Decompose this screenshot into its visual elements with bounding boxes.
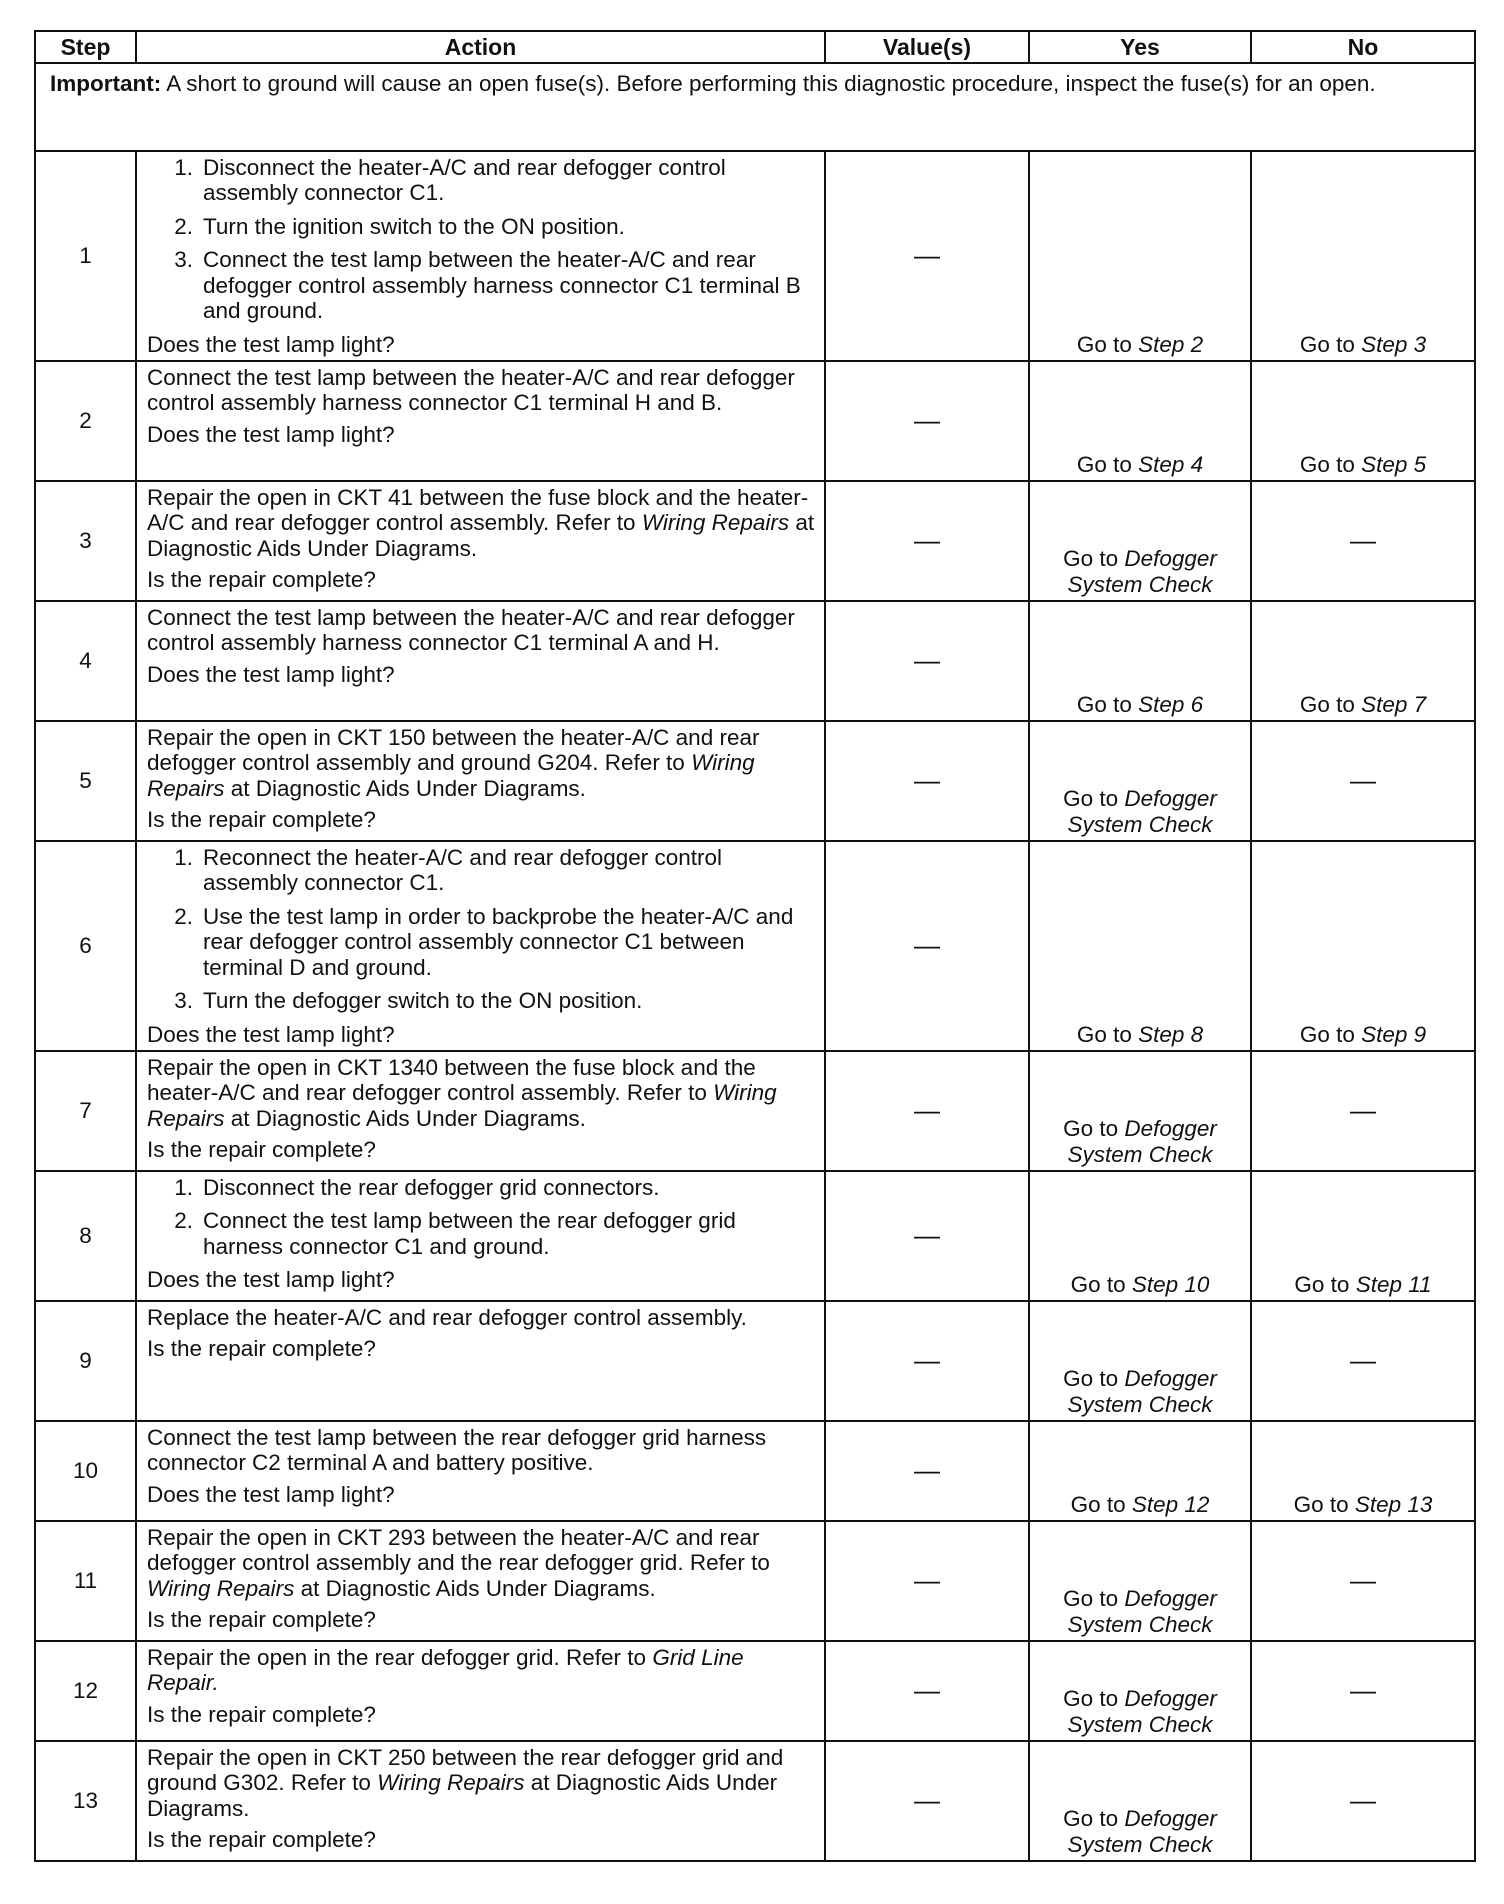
yes-cell: [1029, 481, 1251, 601]
goto-target: Defogger: [1124, 1806, 1217, 1832]
goto-target: Step 12: [1131, 1491, 1210, 1517]
action-question: Is the repair complete?: [147, 1701, 376, 1727]
goto-target: Step 13: [1354, 1491, 1433, 1517]
goto-target-line2: System Check: [1067, 1391, 1213, 1417]
no-goto-link[interactable]: [1294, 1272, 1431, 1297]
step-row: [35, 1171, 1475, 1301]
substep-number: 3.: [174, 988, 193, 1014]
action-cell: [136, 1301, 825, 1421]
step-row: [35, 841, 1475, 1051]
action-text-segment: at Diagnostic Aids Under Diagrams.: [224, 775, 586, 801]
important-text: A short to ground will cause an open fuse(s). Before performing this diagnostic procedure, inspect the fuse(s) for an open.: [161, 71, 1376, 96]
action-text: [147, 1305, 816, 1330]
no-cell: [1251, 1051, 1475, 1171]
goto-target: Step 8: [1138, 1021, 1204, 1047]
goto-prefix: Go to: [1063, 546, 1125, 572]
table-header: [35, 31, 1475, 63]
action-cell: [136, 1171, 825, 1301]
reference-title: Wiring Repairs: [641, 510, 790, 536]
value-cell: —: [825, 1421, 1029, 1521]
value-cell: —: [825, 1051, 1029, 1171]
substep-item: [147, 247, 816, 323]
substep-number: 1.: [174, 845, 193, 870]
goto-prefix: Go to: [1293, 1491, 1355, 1517]
yes-cell: [1029, 1641, 1251, 1741]
goto-prefix: Go to: [1063, 1806, 1125, 1832]
action-question: Does the test lamp light?: [147, 331, 395, 357]
yes-goto-link[interactable]: [1063, 546, 1217, 596]
no-cell: [1251, 841, 1475, 1051]
important-label: Important:: [50, 71, 162, 96]
step-row: [35, 361, 1475, 481]
value-cell: —: [825, 481, 1029, 601]
step-row: [35, 1521, 1475, 1641]
goto-target-line2: System Check: [1067, 1831, 1213, 1857]
header-action: Action: [136, 31, 825, 63]
step-number: 3: [35, 481, 136, 601]
header-values: Value(s): [825, 31, 1029, 63]
goto-target: Defogger: [1124, 1686, 1217, 1712]
action-cell: [136, 361, 825, 481]
value-cell: —: [825, 151, 1029, 361]
step-number: 9: [35, 1301, 136, 1421]
yes-goto-link[interactable]: [1071, 1272, 1210, 1297]
step-row: [35, 1641, 1475, 1741]
action-text: [147, 605, 816, 656]
no-none: —: [1350, 1345, 1376, 1376]
step-row: [35, 481, 1475, 601]
action-question: Is the repair complete?: [147, 1137, 376, 1163]
reference-title: Wiring Repairs: [147, 750, 755, 801]
action-cell: [136, 1521, 825, 1641]
goto-target-line2: System Check: [1067, 811, 1213, 837]
header-row: [35, 31, 1475, 63]
goto-prefix: Go to: [1299, 451, 1362, 477]
substep-list: [147, 1175, 816, 1259]
action-text: [147, 1055, 816, 1131]
reference-title: Wiring Repairs: [377, 1770, 525, 1796]
goto-prefix: Go to: [1076, 691, 1139, 717]
step-number: 8: [35, 1171, 136, 1301]
step-row: [35, 601, 1475, 721]
table-body: [35, 63, 1475, 1861]
action-question: Is the repair complete?: [147, 1827, 376, 1853]
substep-text: Turn the ignition switch to the ON position.: [203, 213, 625, 239]
yes-goto-link[interactable]: [1077, 1022, 1203, 1047]
substep-text: Disconnect the rear defogger grid connectors.: [203, 1175, 660, 1200]
substep-item: [147, 988, 816, 1013]
substep-number: 2.: [174, 1208, 193, 1234]
action-text-segment: Repair the open in CKT 250 between the rear defogger grid and ground G302. Refer to: [147, 1745, 784, 1796]
no-none: —: [1350, 1095, 1376, 1126]
no-cell: [1251, 1171, 1475, 1301]
step-number: 13: [35, 1741, 136, 1861]
value-cell: —: [825, 1741, 1029, 1861]
value-cell: —: [825, 1301, 1029, 1421]
action-text-segment: Replace the heater-A/C and rear defogger control assembly.: [147, 1305, 747, 1330]
goto-prefix: Go to: [1299, 1021, 1362, 1047]
yes-goto-link[interactable]: [1071, 1492, 1210, 1517]
yes-cell: [1029, 1421, 1251, 1521]
goto-prefix: Go to: [1063, 1366, 1125, 1392]
no-cell: [1251, 1641, 1475, 1741]
yes-goto-link[interactable]: [1063, 1116, 1217, 1166]
substep-text: Connect the test lamp between the rear defogger grid harness connector C1 and ground.: [203, 1208, 736, 1259]
goto-prefix: Go to: [1076, 451, 1139, 477]
step-number: 2: [35, 361, 136, 481]
goto-target: Step 9: [1361, 1021, 1427, 1047]
action-cell: [136, 1051, 825, 1171]
no-cell: [1251, 1301, 1475, 1421]
substep-number: 3.: [174, 247, 193, 273]
no-none: —: [1350, 1675, 1376, 1706]
goto-prefix: Go to: [1299, 331, 1362, 357]
action-text-segment: Repair the open in the rear defogger grid. Refer to: [147, 1645, 653, 1670]
step-row: [35, 1421, 1475, 1521]
yes-goto-link[interactable]: [1063, 1586, 1217, 1636]
action-text: [147, 1745, 816, 1821]
action-text-segment: at Diagnostic Aids Under Diagrams.: [147, 1770, 778, 1821]
yes-cell: [1029, 1171, 1251, 1301]
action-text-segment: Repair the open in CKT 1340 between the fuse block and the heater-A/C and rear defogger control assembly. Refer to: [147, 1055, 756, 1106]
value-cell: —: [825, 721, 1029, 841]
goto-prefix: Go to: [1076, 331, 1139, 357]
action-cell: [136, 1741, 825, 1861]
goto-target: Step 2: [1138, 331, 1204, 357]
action-cell: [136, 721, 825, 841]
goto-prefix: Go to: [1070, 1491, 1132, 1517]
goto-prefix: Go to: [1063, 786, 1125, 812]
no-cell: [1251, 1421, 1475, 1521]
no-goto-link[interactable]: [1294, 1492, 1433, 1517]
step-number: 11: [35, 1521, 136, 1641]
action-text-segment: Repair the open in CKT 150 between the heater-A/C and rear defogger control assembly and ground G204. Refer to: [147, 725, 760, 776]
no-none: —: [1350, 765, 1376, 796]
substep-number: 1.: [174, 155, 193, 180]
no-goto-link[interactable]: [1300, 332, 1426, 357]
yes-cell: [1029, 1741, 1251, 1861]
action-cell: [136, 151, 825, 361]
action-question: Is the repair complete?: [147, 567, 376, 593]
substep-text: Connect the test lamp between the heater-A/C and rear defogger control assembly harness connector C1 terminal B and ground.: [203, 247, 801, 324]
header-no: No: [1251, 31, 1475, 63]
goto-target: Defogger: [1124, 1366, 1217, 1392]
substep-text: Use the test lamp in order to backprobe the heater-A/C and rear defogger control assembly connector C1 between terminal D and ground.: [203, 903, 794, 980]
step-row: [35, 1301, 1475, 1421]
substep-number: 2.: [174, 903, 193, 929]
goto-prefix: Go to: [1063, 1586, 1125, 1612]
goto-target: Step 4: [1138, 451, 1204, 477]
step-number: 12: [35, 1641, 136, 1741]
action-text-segment: Repair the open in CKT 41 between the fuse block and the heater-A/C and rear defogger control assembly. Refer to: [147, 485, 809, 536]
yes-goto-link[interactable]: [1077, 692, 1203, 717]
action-text: [147, 1645, 816, 1696]
substep-item: [147, 1175, 816, 1200]
step-number: 5: [35, 721, 136, 841]
goto-target: Step 6: [1138, 691, 1204, 717]
substep-text: Disconnect the heater-A/C and rear defogger control assembly connector C1.: [203, 155, 726, 206]
substep-text: Reconnect the heater-A/C and rear defogger control assembly connector C1.: [203, 845, 723, 896]
step-row: [35, 721, 1475, 841]
action-cell: [136, 601, 825, 721]
no-goto-link[interactable]: [1300, 452, 1426, 477]
action-question: Does the test lamp light?: [147, 1267, 395, 1293]
no-cell: [1251, 1521, 1475, 1641]
value-cell: —: [825, 361, 1029, 481]
goto-target-line2: System Check: [1067, 1611, 1213, 1637]
step-row: [35, 1741, 1475, 1861]
substep-number: 1.: [174, 1175, 193, 1200]
goto-prefix: Go to: [1299, 691, 1362, 717]
no-cell: [1251, 481, 1475, 601]
action-text-segment: at Diagnostic Aids Under Diagrams.: [294, 1575, 656, 1601]
goto-prefix: Go to: [1063, 1116, 1125, 1142]
action-question: Is the repair complete?: [147, 807, 376, 833]
yes-goto-link[interactable]: [1063, 1806, 1217, 1856]
goto-prefix: Go to: [1063, 1686, 1125, 1712]
substep-list: [147, 845, 816, 1014]
yes-goto-link[interactable]: [1077, 452, 1203, 477]
yes-cell: [1029, 721, 1251, 841]
action-cell: [136, 481, 825, 601]
goto-target: Step 10: [1131, 1271, 1210, 1297]
step-number: 6: [35, 841, 136, 1051]
substep-text: Turn the defogger switch to the ON position.: [203, 988, 643, 1014]
yes-cell: [1029, 1301, 1251, 1421]
action-text-segment: at Diagnostic Aids Under Diagrams.: [147, 510, 815, 561]
action-cell: [136, 841, 825, 1051]
no-cell: [1251, 1741, 1475, 1861]
yes-goto-link[interactable]: [1063, 1686, 1217, 1736]
substep-list: [147, 155, 816, 324]
goto-target: Defogger: [1124, 546, 1217, 572]
substep-item: [147, 845, 816, 896]
yes-goto-link[interactable]: [1063, 786, 1217, 836]
step-number: 1: [35, 151, 136, 361]
action-text: [147, 725, 816, 801]
step-number: 10: [35, 1421, 136, 1521]
substep-item: [147, 214, 816, 239]
reference-title: Wiring Repairs: [147, 1575, 295, 1601]
reference-title: Grid Line Repair.: [147, 1645, 744, 1696]
step-row: [35, 151, 1475, 361]
action-text: [147, 485, 816, 561]
value-cell: —: [825, 1521, 1029, 1641]
header-yes: Yes: [1029, 31, 1251, 63]
reference-title: Wiring Repairs: [147, 1080, 777, 1131]
value-cell: —: [825, 601, 1029, 721]
important-note: [35, 63, 1475, 151]
no-goto-link[interactable]: [1300, 692, 1426, 717]
action-text-segment: Connect the test lamp between the heater-A/C and rear defogger control assembly harness connector C1 terminal A and H.: [147, 605, 795, 656]
important-row: [35, 63, 1475, 151]
yes-goto-link[interactable]: [1077, 332, 1203, 357]
no-cell: [1251, 721, 1475, 841]
yes-cell: [1029, 601, 1251, 721]
goto-target: Step 7: [1361, 691, 1427, 717]
yes-cell: [1029, 361, 1251, 481]
action-text-segment: Connect the test lamp between the heater-A/C and rear defogger control assembly harness connector C1 terminal H and B.: [147, 365, 795, 416]
value-cell: —: [825, 1171, 1029, 1301]
action-text-segment: Connect the test lamp between the rear defogger grid harness connector C2 terminal A and battery positive.: [147, 1425, 767, 1476]
action-question: Is the repair complete?: [147, 1336, 376, 1362]
action-question: Does the test lamp light?: [147, 661, 395, 687]
no-none: —: [1350, 1565, 1376, 1596]
step-number: 4: [35, 601, 136, 721]
goto-prefix: Go to: [1076, 1021, 1139, 1047]
goto-target-line2: System Check: [1067, 571, 1213, 597]
goto-target: Step 5: [1361, 451, 1427, 477]
goto-prefix: Go to: [1070, 1271, 1132, 1297]
diagnostic-table: [34, 30, 1476, 1862]
no-none: —: [1350, 525, 1376, 556]
value-cell: —: [825, 841, 1029, 1051]
action-cell: [136, 1641, 825, 1741]
goto-prefix: Go to: [1294, 1271, 1356, 1297]
no-goto-link[interactable]: [1300, 1022, 1426, 1047]
no-cell: [1251, 151, 1475, 361]
yes-cell: [1029, 1521, 1251, 1641]
action-text: [147, 1425, 816, 1476]
action-question: Does the test lamp light?: [147, 1021, 395, 1047]
action-cell: [136, 1421, 825, 1521]
action-question: Does the test lamp light?: [147, 421, 395, 447]
goto-target: Step 3: [1361, 331, 1427, 357]
goto-target: Defogger: [1124, 1586, 1217, 1612]
no-none: —: [1350, 1785, 1376, 1816]
step-number: 7: [35, 1051, 136, 1171]
substep-item: [147, 904, 816, 980]
action-text-segment: at Diagnostic Aids Under Diagrams.: [224, 1105, 586, 1131]
substep-item: [147, 1208, 816, 1259]
header-step: Step: [35, 31, 136, 63]
yes-cell: [1029, 151, 1251, 361]
substep-number: 2.: [174, 213, 193, 239]
step-row: [35, 1051, 1475, 1171]
action-question: Is the repair complete?: [147, 1607, 376, 1633]
goto-target: Defogger: [1124, 1116, 1217, 1142]
goto-target: Step 11: [1355, 1271, 1432, 1297]
action-text: [147, 365, 816, 416]
action-text: [147, 1525, 816, 1601]
yes-goto-link[interactable]: [1063, 1366, 1217, 1416]
no-cell: [1251, 361, 1475, 481]
goto-target: Defogger: [1124, 786, 1217, 812]
substep-item: [147, 155, 816, 206]
value-cell: —: [825, 1641, 1029, 1741]
goto-target-line2: System Check: [1067, 1141, 1213, 1167]
action-question: Does the test lamp light?: [147, 1481, 395, 1507]
yes-cell: [1029, 841, 1251, 1051]
goto-target-line2: System Check: [1067, 1711, 1213, 1737]
no-cell: [1251, 601, 1475, 721]
yes-cell: [1029, 1051, 1251, 1171]
action-text-segment: Repair the open in CKT 293 between the heater-A/C and rear defogger control assembly and the rear defogger grid. Refer to: [147, 1525, 770, 1576]
